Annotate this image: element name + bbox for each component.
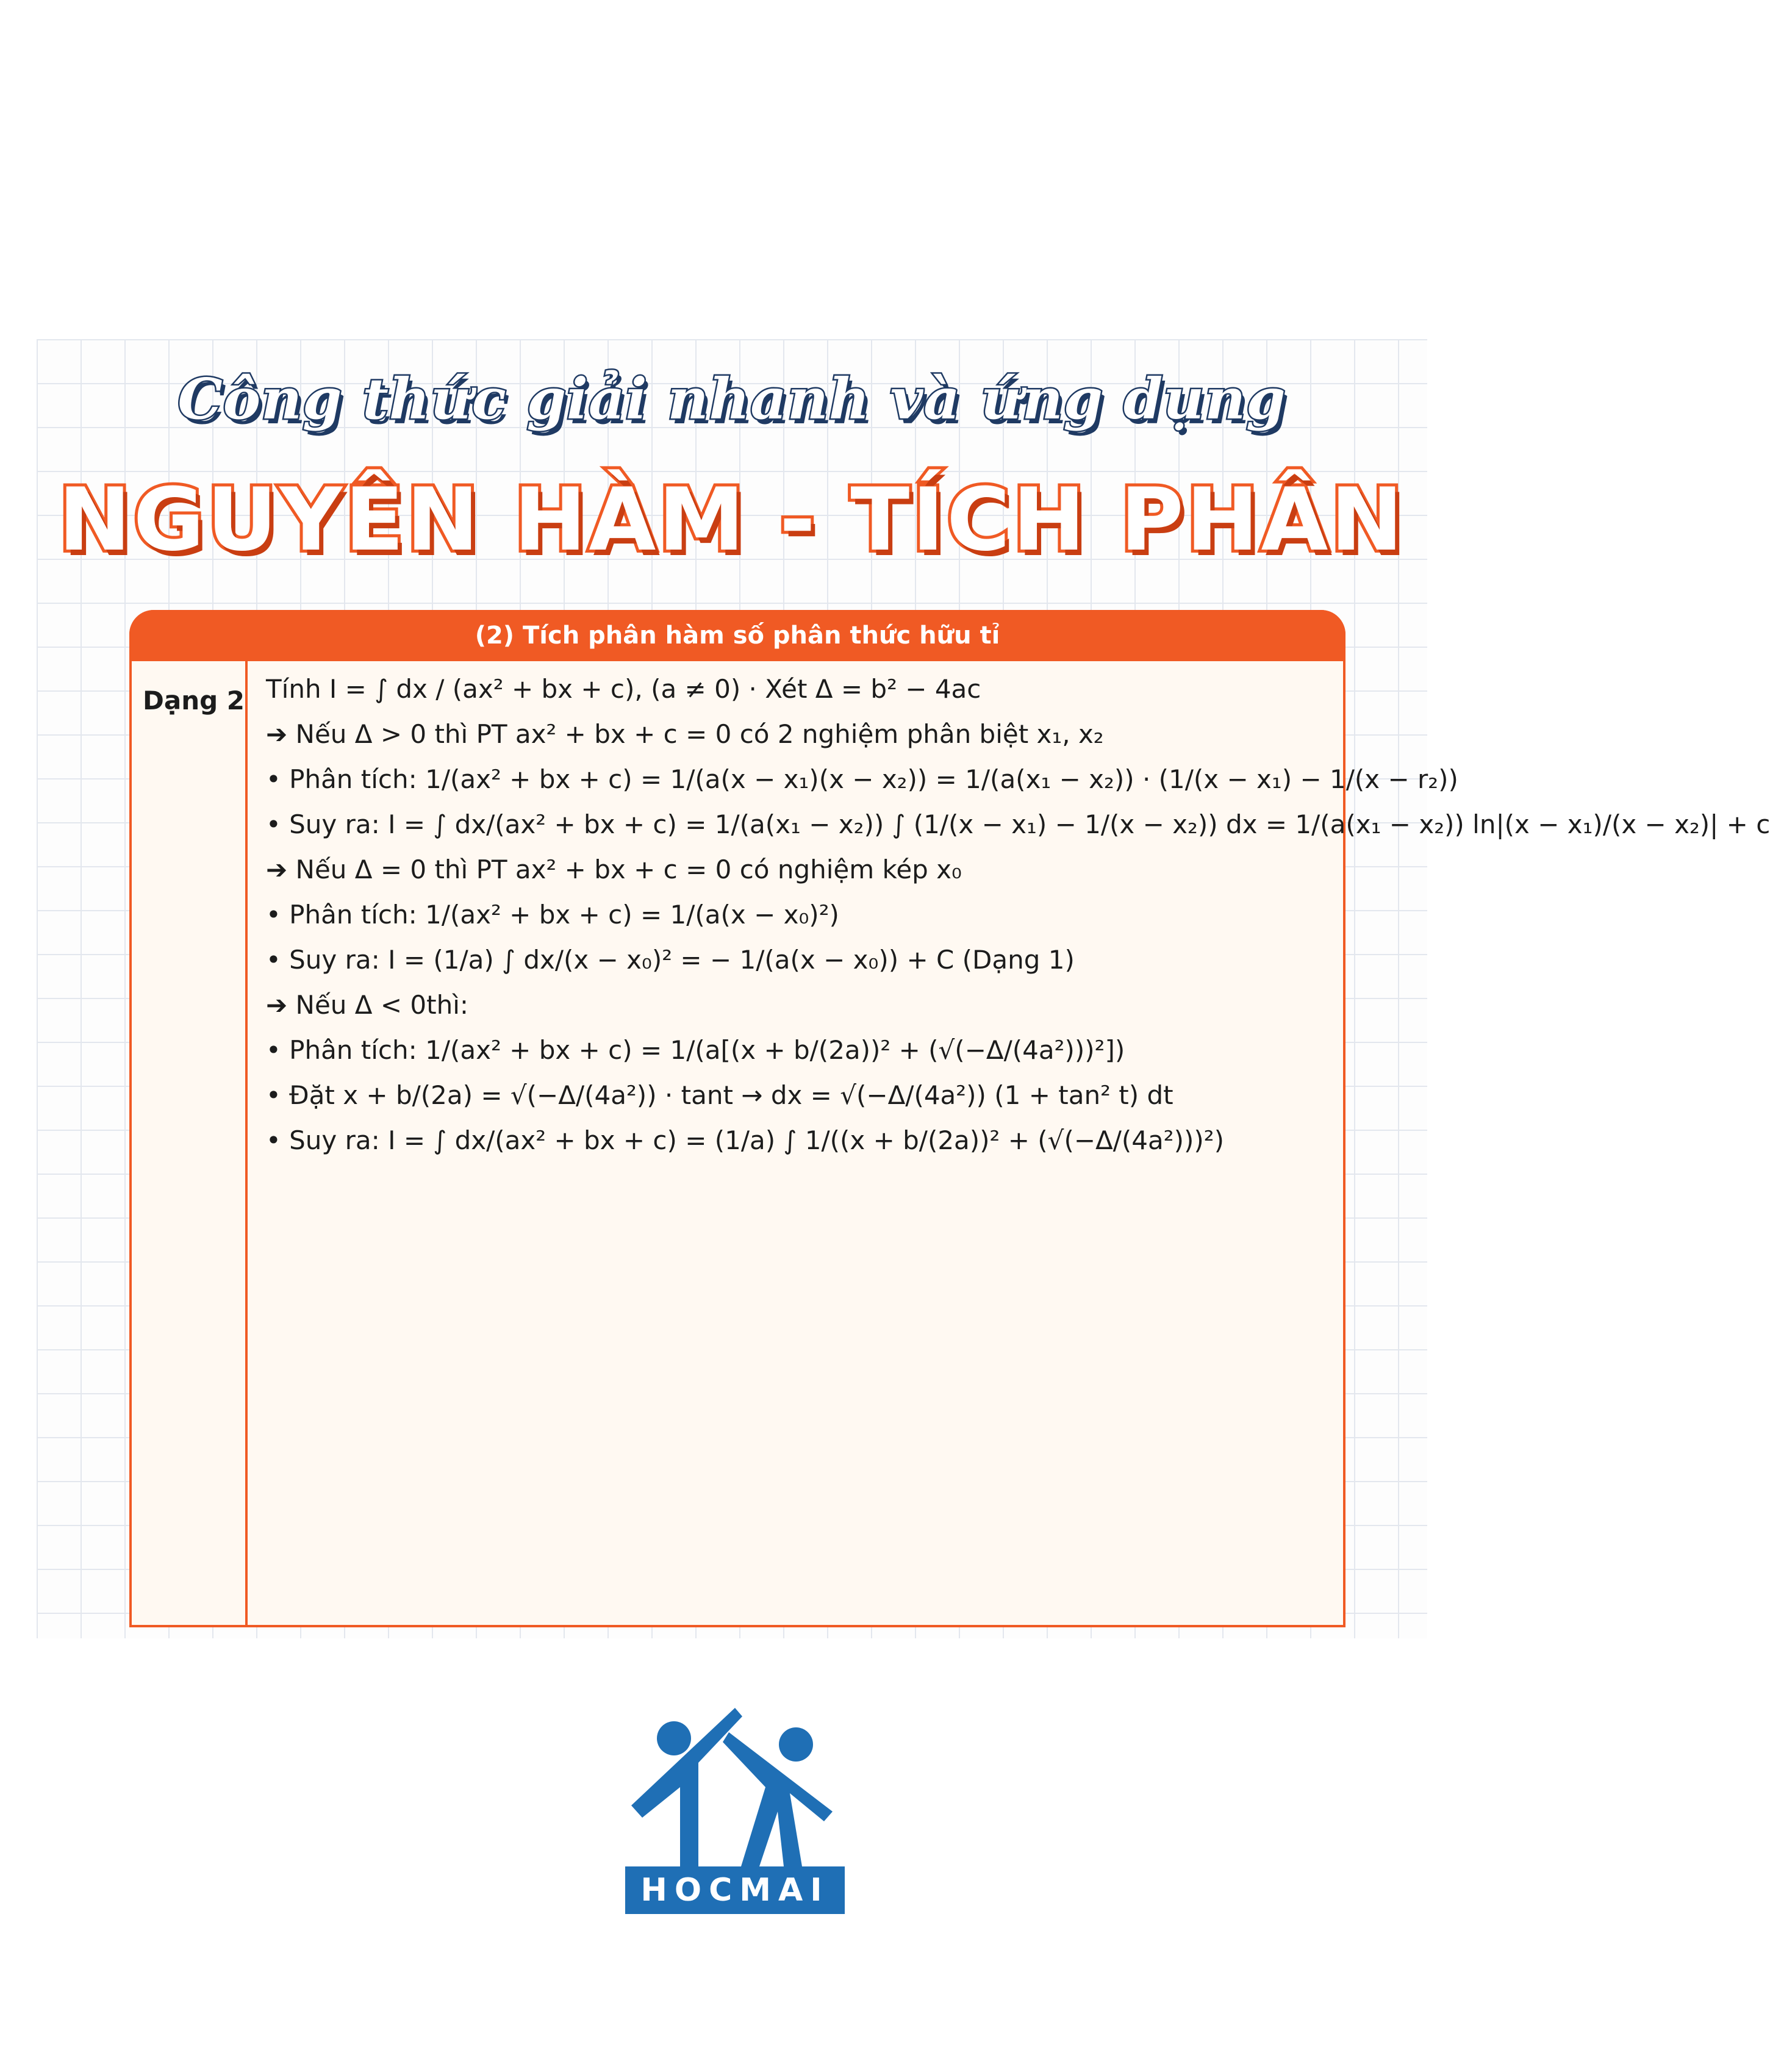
page-subtitle: Công thức giải nhanh và ứng dụng [177,366,1286,432]
formula-line: • Phân tích: 1/(ax² + bx + c) = 1/(a[(x + b/(2a))² + (√(−Δ/(4a²)))²]) [266,1035,1125,1065]
formula-line: • Đặt x + b/(2a) = √(−Δ/(4a²)) · tant → dx = √(−Δ/(4a²)) (1 + tan² t) dt [266,1080,1173,1110]
formula-line: ➔ Nếu Δ = 0 thì PT ax² + bx + c = 0 có nghiệm kép x₀ [266,855,962,884]
formula-line: • Phân tích: 1/(ax² + bx + c) = 1/(a(x − x₀)²) [266,900,839,930]
formula-line: Tính I = ∫ dx / (ax² + bx + c), (a ≠ 0) · Xét Δ = b² − 4ac [266,674,981,704]
formula-line: ➔ Nếu Δ > 0 thì PT ax² + bx + c = 0 có 2 nghiệm phân biệt x₁, x₂ [266,719,1104,749]
formula-line: • Suy ra: I = ∫ dx/(ax² + bx + c) = (1/a) ∫ 1/((x + b/(2a))² + (√(−Δ/(4a²)))²) [266,1125,1224,1155]
formula-line: • Suy ra: I = (1/a) ∫ dx/(x − x₀)² = − 1/(a(x − x₀)) + C (Dạng 1) [266,945,1075,975]
section-heading: (2) Tích phân hàm số phân thức hữu tỉ [129,610,1345,661]
page-title: NGUYÊN HÀM - TÍCH PHÂN [58,470,1406,570]
formula-content [266,661,1770,1169]
formula-line: • Suy ra: I = ∫ dx/(ax² + bx + c) = 1/(a(x₁ − x₂)) ∫ (1/(x − x₁) − 1/(x − x₂)) dx = 1/(a(x₁ − x₂)) ln|(x − x₁)/(x − x₂)| + c [266,809,1770,839]
formula-box [129,610,1770,1627]
section-label: Dạng 2 [143,686,245,715]
column-divider [245,661,248,1625]
formula-line: ➔ Nếu Δ < 0thì: [266,990,469,1020]
formula-line: • Phân tích: 1/(ax² + bx + c) = 1/(a(x − x₁)(x − x₂)) = 1/(a(x₁ − x₂)) · (1/(x − x₁) − 1/(x − r₂)) [266,764,1458,794]
logo-wordmark: HOCMAI [625,1866,845,1914]
